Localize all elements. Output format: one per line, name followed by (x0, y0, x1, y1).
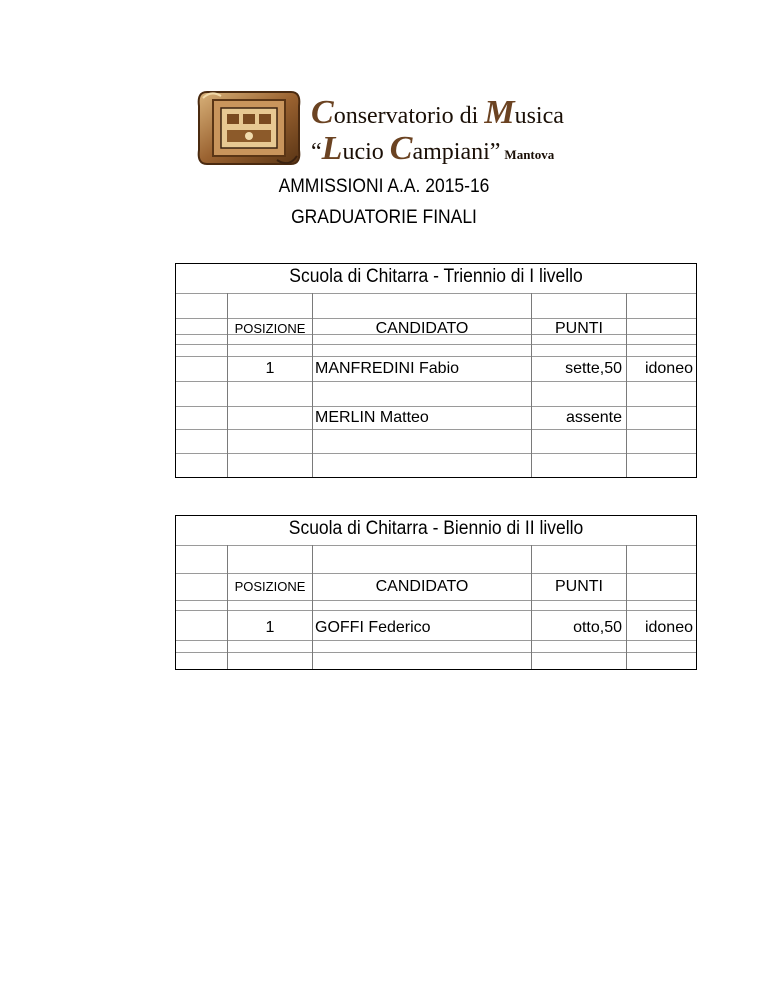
header-posizione: POSIZIONE (234, 579, 306, 594)
logo-text: ucio (342, 139, 390, 165)
page-title: AMMISSIONI A.A. 2015-16 (278, 176, 490, 197)
row-candidate: MERLIN Matteo (315, 409, 429, 426)
logo-initial: C (389, 130, 413, 167)
header-candidato: CANDIDATO (375, 320, 469, 337)
row-position: 1 (265, 360, 275, 377)
row-candidate: GOFFI Federico (315, 619, 431, 636)
logo-text: usica (514, 103, 564, 129)
table-grid-line (176, 318, 696, 319)
row-result: idoneo (644, 619, 693, 636)
table-grid-line (176, 600, 696, 601)
table-grid-line (626, 545, 627, 669)
table-grid-line (176, 356, 696, 357)
row-candidate: MANFREDINI Fabio (315, 360, 460, 377)
table-grid-line (626, 293, 627, 477)
logo-title-line2 (311, 130, 554, 168)
logo-city: Mantova (504, 147, 555, 162)
table-grid-line (176, 640, 696, 641)
row-points: sette,50 (565, 360, 622, 377)
ranking-table-triennio (175, 263, 697, 478)
header-punti: PUNTI (555, 578, 603, 595)
table-grid-line (176, 652, 696, 653)
row-points: otto,50 (573, 619, 622, 636)
header-candidato: CANDIDATO (375, 578, 469, 595)
table-grid-line (176, 545, 696, 546)
logo-text: ampiani (412, 139, 490, 165)
table-title: Scuola di Chitarra - Biennio di II livello (288, 518, 584, 539)
logo-initial: M (484, 94, 515, 131)
conservatory-emblem-icon (193, 88, 305, 168)
page-subtitle: GRADUATORIE FINALI (291, 207, 477, 228)
logo-initial: C (311, 94, 334, 131)
table-grid-line (176, 293, 696, 294)
row-position: 1 (265, 619, 275, 636)
table-grid-line (176, 453, 696, 454)
table-title: Scuola di Chitarra - Triennio di I livello (289, 266, 583, 287)
table-grid-line (176, 344, 696, 345)
logo-quote-open: “ (311, 139, 322, 165)
table-grid-line (312, 545, 313, 669)
header-posizione: POSIZIONE (234, 321, 306, 336)
logo-initial: L (321, 130, 343, 167)
row-result: idoneo (644, 360, 693, 377)
ranking-table-biennio (175, 515, 697, 670)
header-punti: PUNTI (555, 320, 603, 337)
row-points: assente (565, 409, 622, 426)
table-grid-line (176, 406, 696, 407)
logo-quote-close: ” (489, 139, 501, 165)
conservatory-logo (193, 88, 593, 170)
table-grid-line (531, 545, 532, 669)
logo-title-line1 (311, 94, 564, 132)
table-grid-line (176, 429, 696, 430)
logo-text: onservatorio di (333, 103, 485, 129)
table-grid-line (227, 545, 228, 669)
table-grid-line (176, 573, 696, 574)
table-grid-line (176, 381, 696, 382)
table-grid-line (176, 610, 696, 611)
